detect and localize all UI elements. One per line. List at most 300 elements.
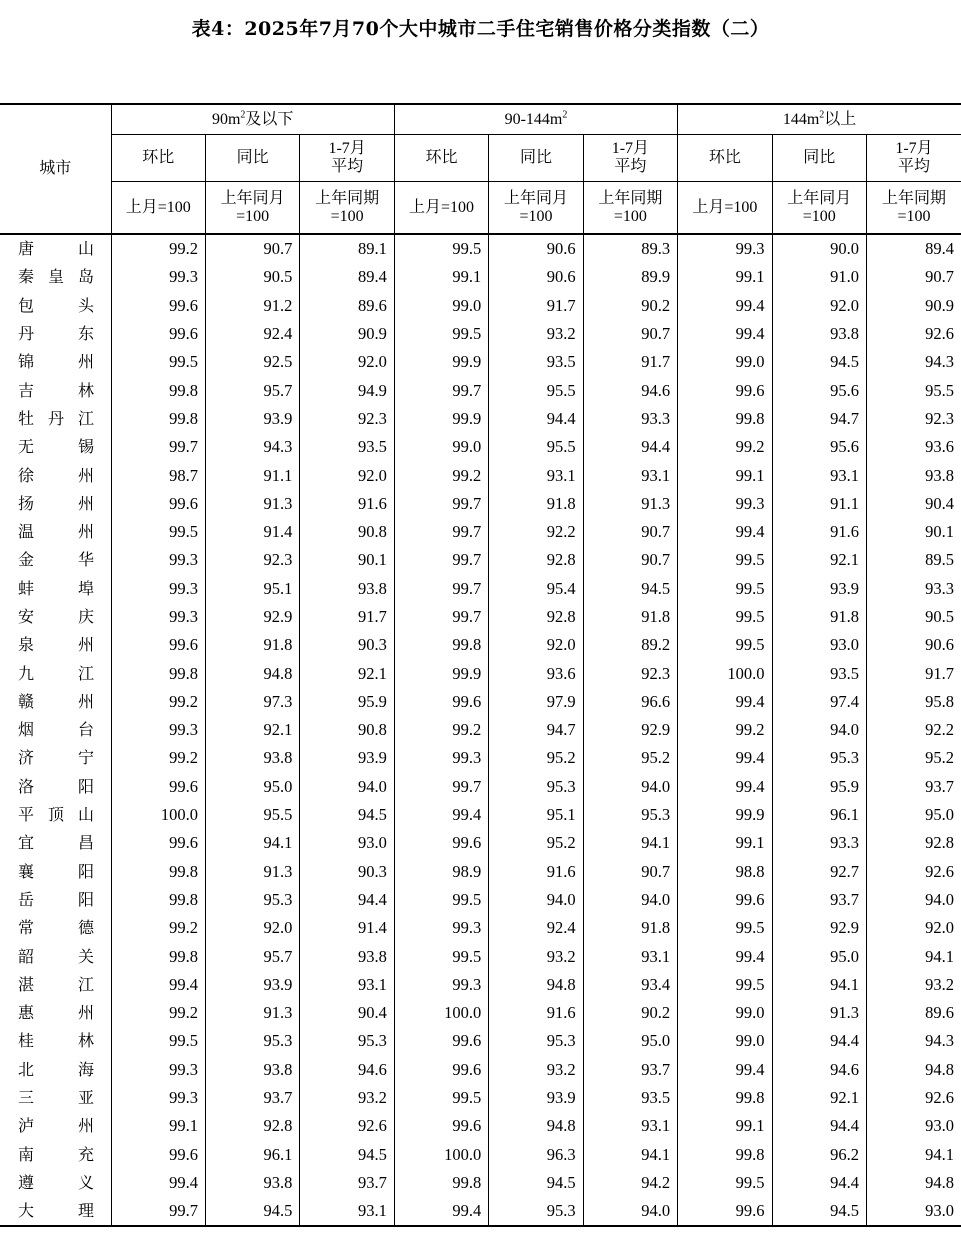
city-name — [0, 1141, 111, 1169]
index-value: 99.6 — [394, 829, 488, 857]
city-label: 湛 江 — [18, 974, 94, 994]
index-value: 99.2 — [394, 461, 488, 489]
index-value: 99.9 — [678, 801, 772, 829]
index-value: 94.4 — [300, 886, 394, 914]
index-value: 99.2 — [111, 234, 205, 263]
index-value: 99.4 — [678, 320, 772, 348]
index-value: 93.8 — [205, 744, 299, 772]
index-value: 99.4 — [111, 971, 205, 999]
index-value: 96.6 — [583, 688, 677, 716]
index-value: 99.0 — [678, 1027, 772, 1055]
city-name — [0, 716, 111, 744]
index-value: 91.3 — [205, 490, 299, 518]
table-row — [0, 1084, 961, 1112]
index-value: 89.6 — [925, 1003, 954, 1023]
index-value: 91.3 — [205, 999, 299, 1027]
index-value: 92.3 — [205, 546, 299, 574]
base-column-header: 上月=100 — [394, 182, 488, 235]
index-value: 91.4 — [300, 914, 394, 942]
index-value: 90.8 — [300, 518, 394, 546]
city-label: 九 江 — [18, 663, 94, 683]
index-value: 95.6 — [772, 376, 866, 404]
index-value: 99.1 — [111, 1112, 205, 1140]
index-value: 94.0 — [772, 716, 866, 744]
index-value: 99.0 — [394, 292, 488, 320]
index-value: 99.4 — [678, 744, 772, 772]
index-value: 94.5 — [583, 575, 677, 603]
city-label: 温 州 — [18, 522, 94, 542]
index-value: 94.8 — [489, 971, 583, 999]
index-value: 94.1 — [583, 829, 677, 857]
index-value: 92.8 — [205, 1112, 299, 1140]
city-name — [0, 461, 111, 489]
index-value: 99.5 — [394, 942, 488, 970]
index-value: 93.7 — [583, 1056, 677, 1084]
index-value: 99.1 — [394, 263, 488, 291]
city-name — [0, 801, 111, 829]
table-row — [0, 942, 961, 970]
index-value: 92.0 — [489, 631, 583, 659]
index-value: 93.2 — [925, 974, 954, 994]
index-value: 91.3 — [583, 490, 677, 518]
index-value: 99.3 — [394, 914, 488, 942]
table-row — [0, 858, 961, 886]
index-value: 90.3 — [300, 858, 394, 886]
index-value: 95.5 — [925, 380, 954, 400]
index-value: 93.9 — [300, 744, 394, 772]
index-value: 94.1 — [925, 1144, 954, 1164]
index-value: 92.6 — [925, 324, 954, 344]
index-value: 90.7 — [925, 267, 954, 287]
index-value: 95.0 — [205, 773, 299, 801]
index-value: 94.1 — [925, 946, 954, 966]
index-value: 99.5 — [394, 234, 488, 263]
index-value: 96.2 — [772, 1141, 866, 1169]
city-name — [0, 858, 111, 886]
table-row — [0, 320, 961, 348]
index-value: 99.4 — [678, 688, 772, 716]
index-value: 95.3 — [489, 1027, 583, 1055]
city-name — [0, 575, 111, 603]
index-value: 93.5 — [772, 659, 866, 687]
index-value: 90.1 — [925, 522, 954, 542]
index-value: 99.4 — [678, 942, 772, 970]
base-column-header: 上年同月 =100 — [205, 182, 299, 235]
index-value: 92.3 — [583, 659, 677, 687]
table-row — [0, 234, 961, 263]
index-value: 91.0 — [772, 263, 866, 291]
table-row — [0, 490, 961, 518]
index-value: 93.8 — [300, 942, 394, 970]
index-value: 93.0 — [772, 631, 866, 659]
index-value: 95.4 — [489, 575, 583, 603]
index-value: 94.5 — [300, 1141, 394, 1169]
index-value: 99.2 — [111, 688, 205, 716]
index-value: 99.5 — [678, 575, 772, 603]
index-value: 99.0 — [678, 999, 772, 1027]
table-row — [0, 376, 961, 404]
city-label: 岳 阳 — [18, 889, 94, 909]
table-row — [0, 999, 961, 1027]
index-value: 99.6 — [111, 829, 205, 857]
index-value: 95.3 — [300, 1027, 394, 1055]
index-value: 93.8 — [205, 1056, 299, 1084]
index-value: 99.8 — [111, 659, 205, 687]
index-value: 94.3 — [205, 433, 299, 461]
table-row — [0, 971, 961, 999]
index-value: 98.8 — [678, 858, 772, 886]
index-value: 95.9 — [300, 688, 394, 716]
table-row — [0, 1112, 961, 1140]
index-value: 93.7 — [205, 1084, 299, 1112]
table-row — [0, 518, 961, 546]
city-name — [0, 292, 111, 320]
index-value: 98.7 — [111, 461, 205, 489]
city-name — [0, 886, 111, 914]
table-row — [0, 292, 961, 320]
index-value: 92.5 — [205, 348, 299, 376]
index-value: 93.1 — [489, 461, 583, 489]
index-value: 95.2 — [925, 748, 954, 768]
index-value: 99.7 — [111, 1197, 205, 1226]
index-value: 94.5 — [772, 1197, 866, 1226]
city-name — [0, 744, 111, 772]
index-value: 93.9 — [489, 1084, 583, 1112]
index-value: 94.8 — [925, 1059, 954, 1079]
index-value: 92.1 — [205, 716, 299, 744]
index-value: 90.7 — [205, 234, 299, 263]
index-value: 95.5 — [489, 433, 583, 461]
city-label: 锦 州 — [18, 352, 94, 372]
table-row — [0, 914, 961, 942]
index-value: 99.8 — [111, 942, 205, 970]
city-label: 蚌 埠 — [18, 578, 94, 598]
index-value: 94.8 — [925, 1172, 954, 1192]
index-value: 99.9 — [394, 348, 488, 376]
index-value: 89.1 — [300, 234, 394, 263]
index-value: 92.8 — [925, 833, 954, 853]
index-value: 94.1 — [583, 1141, 677, 1169]
index-value: 99.2 — [678, 716, 772, 744]
index-value: 96.1 — [772, 801, 866, 829]
index-value: 99.7 — [394, 773, 488, 801]
table-row — [0, 546, 961, 574]
index-value: 92.0 — [925, 918, 954, 938]
index-value: 99.4 — [678, 1056, 772, 1084]
city-label: 吉 林 — [18, 380, 94, 400]
page-title: 表4：2025年7月70个大中城市二手住宅销售价格分类指数（二） — [191, 18, 770, 40]
table-row — [0, 829, 961, 857]
index-value: 94.4 — [772, 1169, 866, 1197]
table-row — [0, 1056, 961, 1084]
city-name — [0, 1112, 111, 1140]
table-row — [0, 886, 961, 914]
index-value: 94.2 — [583, 1169, 677, 1197]
index-value: 89.2 — [583, 631, 677, 659]
index-value: 91.8 — [205, 631, 299, 659]
index-value: 90.8 — [300, 716, 394, 744]
index-value: 99.6 — [394, 688, 488, 716]
index-value: 99.4 — [678, 773, 772, 801]
group-header: $90-144m^2$ — [394, 104, 677, 135]
index-value: 92.1 — [300, 659, 394, 687]
city-label: 洛 阳 — [18, 776, 94, 796]
city-label: 宜 昌 — [18, 833, 94, 853]
index-value: 89.6 — [300, 292, 394, 320]
index-value: 93.2 — [300, 1084, 394, 1112]
index-value: 93.2 — [489, 1056, 583, 1084]
index-value: 95.8 — [925, 691, 954, 711]
index-value: 99.6 — [678, 376, 772, 404]
index-value: 99.8 — [111, 376, 205, 404]
index-value: 90.7 — [583, 518, 677, 546]
index-value: 90.1 — [300, 546, 394, 574]
index-value: 94.7 — [772, 405, 866, 433]
city-name — [0, 1197, 111, 1226]
index-value: 96.3 — [489, 1141, 583, 1169]
index-value: 93.1 — [583, 461, 677, 489]
index-value: 91.6 — [300, 490, 394, 518]
index-value: 99.3 — [678, 490, 772, 518]
city-name — [0, 518, 111, 546]
table-row — [0, 801, 961, 829]
index-value: 99.5 — [678, 546, 772, 574]
index-value: 99.7 — [394, 575, 488, 603]
index-value: 91.8 — [772, 603, 866, 631]
index-value: 95.3 — [772, 744, 866, 772]
index-value: 99.3 — [111, 716, 205, 744]
index-value: 94.4 — [772, 1027, 866, 1055]
index-value: 91.6 — [489, 999, 583, 1027]
index-value: 95.9 — [772, 773, 866, 801]
price-index-table — [0, 103, 961, 1227]
index-value: 99.6 — [111, 773, 205, 801]
index-value: 99.6 — [678, 1197, 772, 1226]
base-column-header: 上月=100 — [678, 182, 772, 235]
index-value: 99.4 — [394, 801, 488, 829]
table-row — [0, 1169, 961, 1197]
index-value: 89.4 — [925, 239, 954, 259]
index-value: 89.9 — [583, 263, 677, 291]
table-row — [0, 433, 961, 461]
base-column-header: 上年同期 =100 — [300, 182, 394, 235]
index-value: 95.1 — [489, 801, 583, 829]
index-value: 93.5 — [583, 1084, 677, 1112]
sub-column-header: 同比 — [205, 135, 299, 182]
city-name — [0, 659, 111, 687]
index-value: 92.1 — [772, 546, 866, 574]
index-value: 94.5 — [300, 801, 394, 829]
index-value: 91.3 — [772, 999, 866, 1027]
index-value: 99.7 — [394, 546, 488, 574]
index-value: 100.0 — [678, 659, 772, 687]
index-value: 99.2 — [678, 433, 772, 461]
index-value: 99.8 — [111, 858, 205, 886]
index-value: 92.1 — [772, 1084, 866, 1112]
city-label: 徐 州 — [18, 465, 94, 485]
index-value: 99.2 — [394, 716, 488, 744]
index-value: 90.3 — [300, 631, 394, 659]
index-value: 93.2 — [489, 320, 583, 348]
index-value: 94.4 — [583, 433, 677, 461]
index-value: 99.9 — [394, 405, 488, 433]
index-value: 92.9 — [772, 914, 866, 942]
city-name — [0, 829, 111, 857]
index-value: 90.7 — [583, 546, 677, 574]
index-value: 94.4 — [772, 1112, 866, 1140]
city-name — [0, 405, 111, 433]
index-value: 99.1 — [678, 829, 772, 857]
index-value: 92.6 — [925, 1088, 954, 1108]
table-row — [0, 348, 961, 376]
index-value: 90.2 — [583, 999, 677, 1027]
index-value: 99.3 — [111, 603, 205, 631]
index-value: 94.3 — [925, 1031, 954, 1051]
index-value: 91.8 — [583, 603, 677, 631]
index-value: 99.6 — [111, 292, 205, 320]
index-value: 99.3 — [678, 234, 772, 263]
index-value: 94.4 — [489, 405, 583, 433]
city-label: 包 头 — [18, 295, 94, 315]
index-value: 99.1 — [678, 461, 772, 489]
table-row — [0, 1197, 961, 1226]
index-value: 99.8 — [394, 1169, 488, 1197]
index-value: 92.0 — [205, 914, 299, 942]
city-label: 秦 皇 岛 — [18, 267, 94, 287]
base-column-header: 上年同期 =100 — [583, 182, 677, 235]
index-value: 94.1 — [205, 829, 299, 857]
index-value: 89.5 — [925, 550, 954, 570]
index-value: 94.0 — [583, 1197, 677, 1226]
index-value: 93.3 — [772, 829, 866, 857]
index-value: 99.7 — [394, 376, 488, 404]
index-value: 95.2 — [489, 744, 583, 772]
group-header: $90m^2$及以下 — [111, 104, 394, 135]
index-value: 99.8 — [678, 1084, 772, 1112]
base-column-header: 上月=100 — [111, 182, 205, 235]
index-value: 93.8 — [772, 320, 866, 348]
city-label: 唐 山 — [18, 239, 94, 259]
index-value: 93.7 — [300, 1169, 394, 1197]
index-value: 99.8 — [111, 886, 205, 914]
index-value: 99.3 — [111, 546, 205, 574]
city-name — [0, 1084, 111, 1112]
index-value: 90.7 — [583, 858, 677, 886]
index-value: 94.0 — [583, 886, 677, 914]
index-value: 91.3 — [205, 858, 299, 886]
index-value: 92.6 — [300, 1112, 394, 1140]
index-value: 99.6 — [111, 1141, 205, 1169]
city-label: 牡 丹 江 — [18, 408, 94, 428]
index-value: 99.8 — [111, 405, 205, 433]
index-value: 99.3 — [111, 1056, 205, 1084]
index-value: 99.5 — [678, 1169, 772, 1197]
index-value: 91.7 — [489, 292, 583, 320]
index-value: 99.2 — [111, 744, 205, 772]
index-value: 92.8 — [489, 546, 583, 574]
index-value: 91.8 — [583, 914, 677, 942]
table-row — [0, 773, 961, 801]
index-value: 100.0 — [394, 1141, 488, 1169]
index-value: 92.8 — [489, 603, 583, 631]
index-value: 91.1 — [205, 461, 299, 489]
index-value: 99.8 — [678, 405, 772, 433]
index-value: 93.1 — [300, 1197, 394, 1226]
group-header: $144m^2$以上 — [678, 104, 961, 135]
city-label: 惠 州 — [18, 1003, 94, 1023]
index-value: 95.1 — [205, 575, 299, 603]
index-value: 90.4 — [925, 493, 954, 513]
index-value: 90.2 — [583, 292, 677, 320]
index-value: 99.6 — [111, 320, 205, 348]
index-value: 90.5 — [925, 607, 954, 626]
city-name — [0, 546, 111, 574]
index-value: 99.5 — [678, 914, 772, 942]
table-row — [0, 1027, 961, 1055]
index-value: 92.6 — [925, 861, 954, 881]
index-value: 99.3 — [394, 744, 488, 772]
index-value: 99.6 — [111, 490, 205, 518]
index-value: 95.5 — [205, 801, 299, 829]
index-value: 95.3 — [583, 801, 677, 829]
index-value: 93.8 — [925, 465, 954, 485]
index-value: 92.0 — [300, 348, 394, 376]
table-row — [0, 744, 961, 772]
index-value: 93.6 — [925, 437, 954, 457]
city-label: 大 理 — [18, 1201, 94, 1221]
index-value: 99.8 — [678, 1141, 772, 1169]
city-label: 三 亚 — [18, 1088, 94, 1108]
index-value: 99.5 — [678, 971, 772, 999]
index-value: 92.3 — [925, 408, 954, 428]
index-value: 94.8 — [205, 659, 299, 687]
index-value: 95.3 — [205, 1027, 299, 1055]
index-value: 99.6 — [678, 886, 772, 914]
index-value: 93.0 — [300, 829, 394, 857]
city-label: 金 华 — [18, 550, 94, 570]
index-value: 95.3 — [489, 773, 583, 801]
index-value: 95.7 — [205, 942, 299, 970]
index-value: 95.2 — [489, 829, 583, 857]
index-value: 99.2 — [111, 999, 205, 1027]
city-name — [0, 603, 111, 631]
city-name — [0, 631, 111, 659]
index-value: 91.7 — [583, 348, 677, 376]
city-label: 南 充 — [18, 1144, 94, 1164]
table-row — [0, 405, 961, 433]
index-value: 99.6 — [394, 1112, 488, 1140]
index-value: 99.5 — [394, 886, 488, 914]
index-value: 99.5 — [394, 320, 488, 348]
city-name — [0, 688, 111, 716]
city-label: 常 德 — [18, 918, 94, 938]
sub-column-header: 1-7月 平均 — [583, 135, 677, 182]
city-name — [0, 348, 111, 376]
city-name — [0, 263, 111, 291]
index-value: 99.1 — [678, 263, 772, 291]
index-value: 91.2 — [205, 292, 299, 320]
index-value: 91.1 — [772, 490, 866, 518]
index-value: 93.9 — [772, 575, 866, 603]
index-value: 99.3 — [111, 263, 205, 291]
index-value: 90.7 — [583, 320, 677, 348]
table-row — [0, 575, 961, 603]
index-value: 91.7 — [925, 663, 954, 683]
index-value: 99.8 — [394, 631, 488, 659]
index-value: 99.9 — [394, 659, 488, 687]
index-value: 93.0 — [925, 1116, 954, 1136]
index-value: 95.3 — [489, 1197, 583, 1226]
